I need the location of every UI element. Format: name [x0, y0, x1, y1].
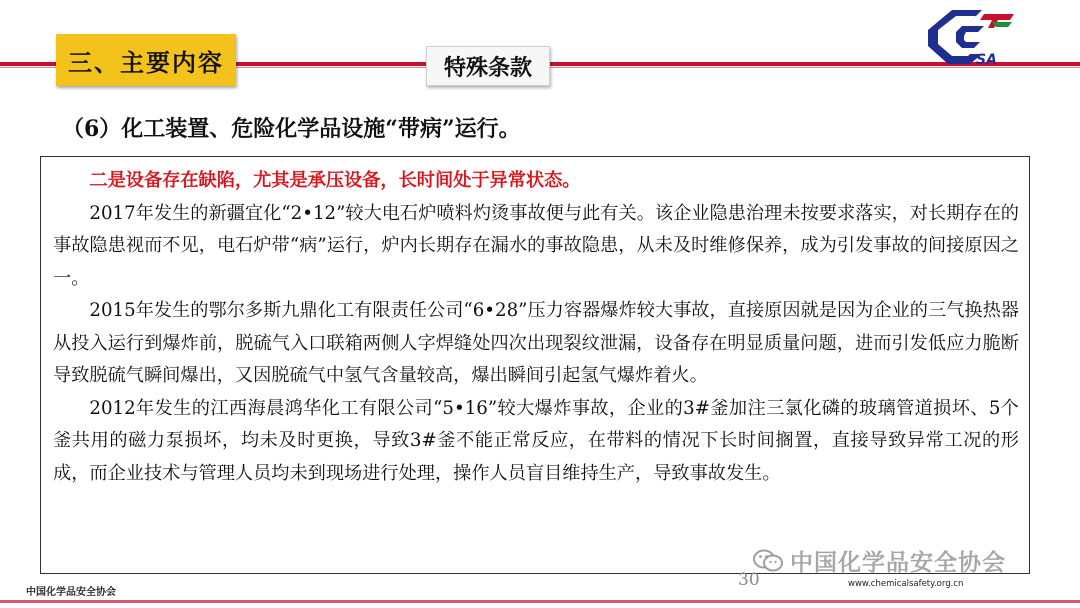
content-box [40, 156, 1030, 574]
lead-paragraph: 二是设备存在缺陷，尤其是承压设备，长时间处于异常状态。 [89, 170, 581, 191]
paragraph-2012: 2012年发生的江西海晨鸿华化工有限公司“5•16”较大爆炸事故，企业的3#釜加注三氯化磷的玻璃管道损坏、5个釜共用的磁力泵损坏，均未及时更换，导致3#釜不能正常反应，在带料的情况下长时间搁置，直接导致异常工况的形成，而企业技术与管理人员均未到现场进行处理，操作人员盲目维持生产，导致事故发生。 [53, 397, 1019, 484]
watermark [752, 544, 1006, 577]
watermark-text: 中国化学品安全协会 [790, 550, 1006, 576]
footer-org: 中国化学品安全协会 [26, 587, 116, 598]
page-number: 30 [738, 570, 760, 590]
paragraph-2017: 2017年发生的新疆宜化“2•12”较大电石炉喷料灼烫事故便与此有关。该企业隐患治理未按要求落实，对长期存在的事故隐患视而不见，电石炉带“病”运行，炉内长期存在漏水的事故隐患，从未及时维修保养，成为引发事故的间接原因之一。 [53, 202, 1019, 289]
csa-logo-icon [922, 6, 1018, 68]
footer-url[interactable]: www.chemicalsafety.org.cn [848, 579, 964, 589]
logo-text: SA [976, 52, 997, 68]
heading: （6）化工装置、危险化学品设施“带病”运行。 [62, 116, 521, 142]
footer-rule [0, 600, 1080, 603]
clause-tag: 特殊条款 [426, 46, 550, 86]
paragraph-2015: 2015年发生的鄂尔多斯九鼎化工有限责任公司“6•28”压力容器爆炸较大事故，直接原因就是因为企业的三气换热器从投入运行到爆炸前，脱硫气入口联箱两侧人字焊缝处四次出现裂纹泄漏，设备存在明显质量问题，进而引发低应力脆断导致脱硫气瞬间爆出，又因脱硫气中氢气含量较高，爆出瞬间引起氢气爆炸着火。 [53, 300, 1019, 386]
section-title: 三、主要内容 [56, 34, 236, 86]
